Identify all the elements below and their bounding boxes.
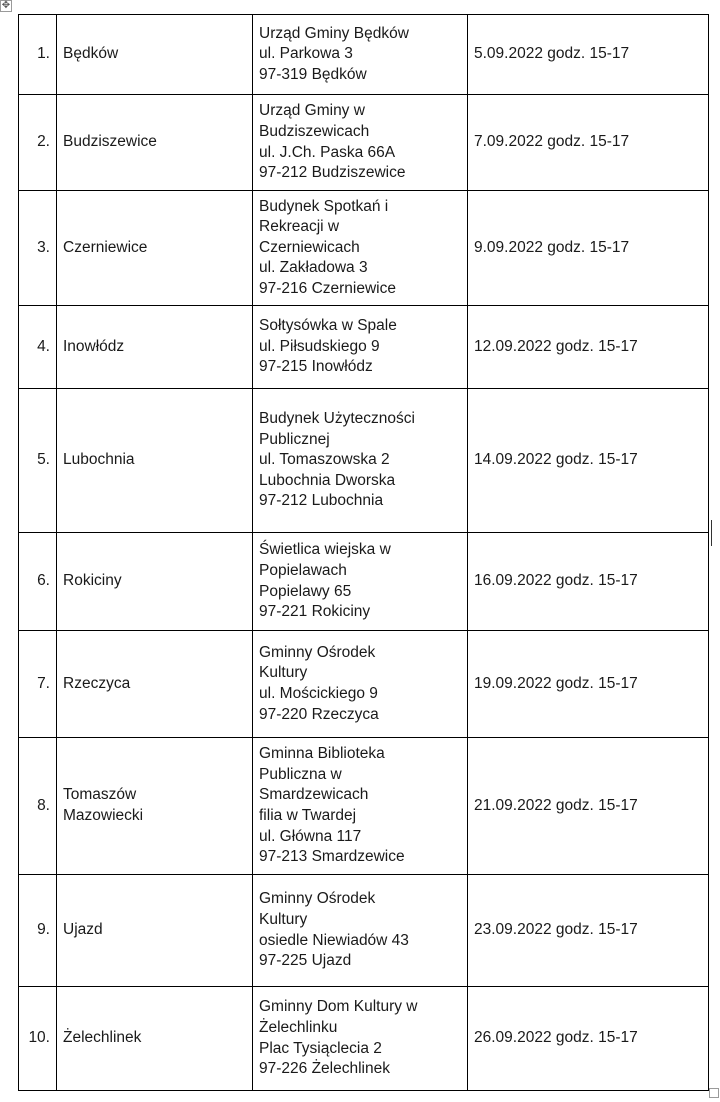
meeting-schedule-table [18, 14, 709, 1091]
municipality-name: Rzeczyca [57, 631, 253, 738]
venue-address: Gminny Dom Kultury w Żelechlinku Plac Tysiąclecia 2 97-226 Żelechlinek [253, 987, 468, 1091]
municipality-name: Inowłódz [57, 306, 253, 389]
text-cursor [711, 520, 712, 546]
meeting-date: 16.09.2022 godz. 15-17 [468, 533, 709, 631]
table-row [19, 191, 709, 306]
meeting-date: 9.09.2022 godz. 15-17 [468, 191, 709, 306]
meeting-date: 19.09.2022 godz. 15-17 [468, 631, 709, 738]
table-row [19, 306, 709, 389]
venue-address: Budynek Spotkań i Rekreacji w Czerniewicach ul. Zakładowa 3 97-216 Czerniewice [253, 191, 468, 306]
meeting-date: 26.09.2022 godz. 15-17 [468, 987, 709, 1091]
meeting-date: 14.09.2022 godz. 15-17 [468, 389, 709, 533]
row-number: 1. [19, 15, 57, 95]
venue-address: Urząd Gminy Będków ul. Parkowa 3 97-319 Będków [253, 15, 468, 95]
row-number: 3. [19, 191, 57, 306]
row-number: 10. [19, 987, 57, 1091]
row-number: 6. [19, 533, 57, 631]
table-row [19, 389, 709, 533]
row-number: 8. [19, 738, 57, 875]
municipality-name: Budziszewice [57, 95, 253, 191]
table-row [19, 738, 709, 875]
municipality-name: Żelechlinek [57, 987, 253, 1091]
meeting-date: 21.09.2022 godz. 15-17 [468, 738, 709, 875]
municipality-name: Czerniewice [57, 191, 253, 306]
municipality-name: Rokiciny [57, 533, 253, 631]
meeting-date: 12.09.2022 godz. 15-17 [468, 306, 709, 389]
row-number: 4. [19, 306, 57, 389]
table-move-handle-icon[interactable]: ✥ [1, 0, 11, 11]
table-resize-handle-icon[interactable] [709, 1088, 719, 1098]
row-number: 7. [19, 631, 57, 738]
row-number: 2. [19, 95, 57, 191]
table-row [19, 987, 709, 1091]
table-row [19, 15, 709, 95]
meeting-date: 5.09.2022 godz. 15-17 [468, 15, 709, 95]
venue-address: Urząd Gminy w Budziszewicach ul. J.Ch. Paska 66A 97-212 Budziszewice [253, 95, 468, 191]
venue-address: Gminny Ośrodek Kultury ul. Mościckiego 9 97-220 Rzeczyca [253, 631, 468, 738]
table-row [19, 631, 709, 738]
municipality-name: Tomaszów Mazowiecki [57, 738, 253, 875]
municipality-name: Będków [57, 15, 253, 95]
municipality-name: Ujazd [57, 875, 253, 987]
venue-address: Gminna Biblioteka Publiczna w Smardzewicach filia w Twardej ul. Główna 117 97-213 Smardzewice [253, 738, 468, 875]
venue-address: Świetlica wiejska w Popielawach Popielawy 65 97-221 Rokiciny [253, 533, 468, 631]
venue-address: Gminny Ośrodek Kultury osiedle Niewiadów 43 97-225 Ujazd [253, 875, 468, 987]
municipality-name: Lubochnia [57, 389, 253, 533]
row-number: 9. [19, 875, 57, 987]
meeting-date: 23.09.2022 godz. 15-17 [468, 875, 709, 987]
table-row [19, 95, 709, 191]
table-body [19, 15, 709, 1091]
table-row [19, 875, 709, 987]
meeting-date: 7.09.2022 godz. 15-17 [468, 95, 709, 191]
venue-address: Sołtysówka w Spale ul. Piłsudskiego 9 97-215 Inowłódz [253, 306, 468, 389]
table-row [19, 533, 709, 631]
row-number: 5. [19, 389, 57, 533]
venue-address: Budynek Użyteczności Publicznej ul. Tomaszowska 2 Lubochnia Dworska 97-212 Lubochnia [253, 389, 468, 533]
